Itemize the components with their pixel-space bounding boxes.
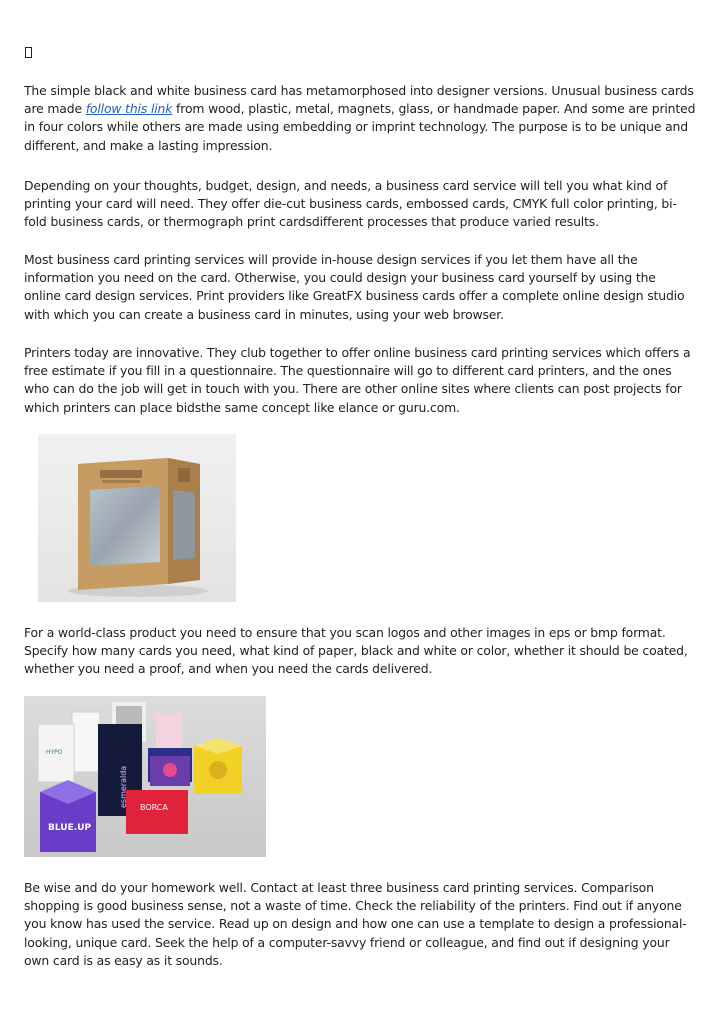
paragraph-5: For a world-class product you need to ensure that you scan logos and other images in eps or bmp format. Specify how many cards you need, what kind of paper, black and white or color, whether it should be coated, whether you need a proof, and when you need the cards delivered. — [24, 625, 688, 677]
kraft-box-image — [38, 434, 236, 602]
paragraph-2: Depending on your thoughts, budget, design, and needs, a business card service will tell you what kind of printing your card will need. They offer die-cut business cards, embossed cards, CMYK full color printing, bi-fold business cards, or thermograph print cardsdifferent processes that produce varied results. — [24, 178, 677, 230]
follow-this-link[interactable]: follow this link — [85, 101, 173, 117]
blueup-box-label: BLUE.UP — [48, 823, 92, 833]
borca-box-label: BORCA — [140, 803, 168, 812]
esmeralda-box-label: esmeralda — [119, 765, 128, 808]
hypo-box-label: HYPO — [46, 749, 63, 756]
paragraph-1-text-start: The simple black and white business card has metamorphosed into designer versions. Unusual business cards are made — [24, 83, 694, 117]
square-glyph-icon — [25, 47, 32, 58]
paragraph-4: Printers today are innovative. They club together to offer online business card printing services which offers a free estimate if you fill in a questionnaire. The questionnaire will go to different card printers, and the ones who can do the job will get in touch with you. There are other online sites where clients can post projects for which printers can place bidsthe same concept like elance or guru.com. — [24, 345, 691, 415]
paragraph-1-text-end: from wood, plastic, metal, magnets, glass, or handmade paper. And some are printed in four colors while others are made using embedding or imprint technology. The purpose is to be unique and different, and make a lasting impression. — [24, 101, 696, 153]
paragraph-1 — [24, 82, 696, 155]
product-boxes-image — [24, 696, 266, 857]
paragraph-6: Be wise and do your homework well. Contact at least three business card printing services. Comparison shopping is good business sense, not a waste of time. Check the reliability of the printers. Find out if anyone you know has used the service. Read up on design and how one can use a template to design a professional-looking, unique card. Seek the help of a computer-savvy friend or colleague, and find out if designing your own card is as easy as it sounds. — [24, 880, 687, 968]
paragraph-3: Most business card printing services will provide in-house design services if you let them have all the information you need on the card. Otherwise, you could design your business card yourself by using the online card design services. Print providers like GreatFX business cards offer a complete online design studio with which you can create a business card in minutes, using your web browser. — [24, 252, 685, 322]
